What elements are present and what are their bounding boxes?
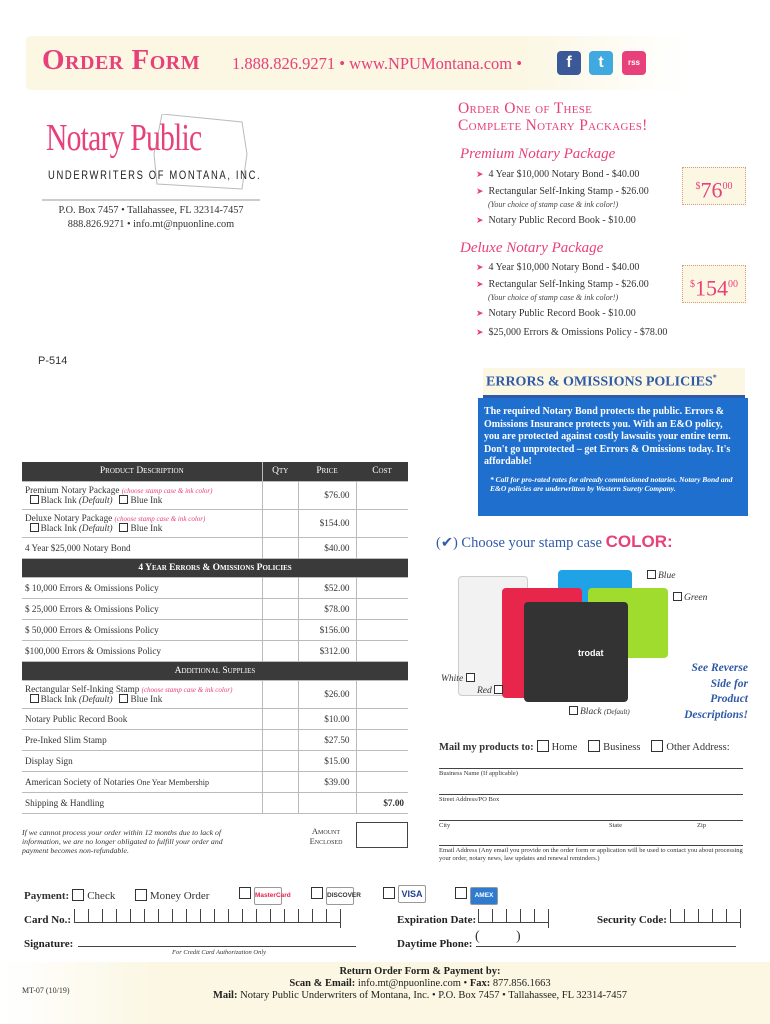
- security-label: Security Code:: [597, 914, 667, 926]
- table-row: 4 Year $25,000 Notary Bond $40.00: [22, 537, 408, 558]
- card-no-label: Card No.:: [24, 914, 72, 926]
- form-code: P-514: [38, 355, 68, 367]
- footer-code: MT-07 (10/19): [22, 986, 70, 995]
- order-table: [22, 462, 408, 814]
- footer-line3: Mail: Notary Public Underwriters of Montana, Inc. • P.O. Box 7457 • Tallahassee, FL 32314-7457: [212, 990, 627, 1001]
- phone-paren-open: (: [475, 929, 480, 944]
- table-row: Rectangular Self-Inking Stamp (choose stamp case & ink color) Black Ink (Default) Blue Ink $26.00: [22, 680, 408, 708]
- premium-items: [476, 166, 649, 229]
- table-row: Deluxe Notary Package (choose stamp case & ink color) Black Ink (Default) Blue Ink $154.00: [22, 509, 408, 537]
- packages-heading: [458, 100, 648, 134]
- amount-enclosed-input[interactable]: [356, 822, 408, 848]
- eo-body: The required Notary Bond protects the public. Errors & Omissions Insurance protects you. With an E&O policy, you are protected against costly lawsuits your entire term. Don't go unprotected – get Errors & Omissions today. It's affordable!: [484, 406, 731, 467]
- deluxe-item: ➤ 4 Year $10,000 Notary Bond - $40.00: [476, 262, 640, 273]
- footer-text: [120, 966, 720, 1002]
- deluxe-items: [476, 259, 667, 341]
- table-row: $ 10,000 Errors & Omissions Policy $52.00: [22, 577, 408, 598]
- facebook-icon[interactable]: f: [557, 51, 581, 75]
- col-cost: Cost: [356, 462, 408, 481]
- page-title: Order Form: [42, 44, 201, 76]
- signature-note: For Credit Card Authorization Only: [172, 949, 267, 956]
- business-name-label: Business Name (If applicable): [439, 770, 518, 777]
- business-name-input[interactable]: [439, 768, 743, 769]
- table-row: $ 25,000 Errors & Omissions Policy $78.00: [22, 598, 408, 619]
- see-reverse: See Reverse Side for Product Descriptions!: [684, 662, 748, 721]
- premium-note: (Your choice of stamp case & ink color!): [488, 200, 619, 209]
- city-state-zip-input[interactable]: [439, 820, 743, 821]
- blue-ink-checkbox[interactable]: [119, 694, 128, 703]
- company-logo: [42, 114, 262, 210]
- street-input[interactable]: [439, 794, 743, 795]
- logo-subtitle: UNDERWRITERS OF MONTANA, INC.: [48, 170, 262, 182]
- city-label: City: [439, 822, 451, 829]
- mastercard-checkbox[interactable]: [239, 887, 251, 899]
- check-checkbox[interactable]: [72, 889, 84, 901]
- black-ink-checkbox[interactable]: [30, 523, 39, 532]
- table-row: Premium Notary Package (choose stamp case & ink color) Black Ink (Default) Blue Ink $76.00: [22, 481, 408, 509]
- rss-icon[interactable]: rss: [622, 51, 646, 75]
- color-red[interactable]: Red: [477, 685, 505, 696]
- premium-item: ➤ Notary Public Record Book - $10.00: [476, 215, 636, 226]
- packages-heading-line2: Complete Notary Packages!: [458, 117, 648, 134]
- visa-icon: VISA: [398, 885, 426, 903]
- zip-label: Zip: [697, 822, 707, 829]
- col-qty: Qty: [262, 462, 298, 481]
- visa-checkbox[interactable]: [383, 887, 395, 899]
- table-row: $ 50,000 Errors & Omissions Policy $156.00: [22, 619, 408, 640]
- daytime-phone-label: Daytime Phone:: [397, 938, 473, 950]
- stamp-image: trodat: [458, 568, 688, 718]
- color-prompt: (✔) Choose your stamp case COLOR:: [436, 532, 673, 551]
- table-row: Notary Public Record Book $10.00: [22, 708, 408, 729]
- discover-icon: DISCOVER: [326, 887, 354, 905]
- premium-title: Premium Notary Package: [460, 146, 616, 162]
- premium-item: ➤ Rectangular Self-Inking Stamp - $26.00: [476, 186, 649, 197]
- mail-options: Mail my products to: Home Business Other Address:: [439, 742, 730, 753]
- black-ink-checkbox[interactable]: [30, 495, 39, 504]
- table-row: American Society of Notaries One Year Membership $39.00: [22, 771, 408, 792]
- expiration-label: Expiration Date:: [397, 914, 477, 926]
- expiration-input[interactable]: [478, 909, 549, 928]
- table-row: Pre-Inked Slim Stamp $27.50: [22, 729, 408, 750]
- amex-icon: AMEX: [470, 887, 498, 905]
- qty-cell[interactable]: [262, 481, 298, 509]
- security-input[interactable]: [670, 909, 741, 928]
- color-green[interactable]: Green: [673, 592, 707, 603]
- table-row: Display Sign $15.00: [22, 750, 408, 771]
- deluxe-price: $^{\$}154^{00}$: [682, 265, 746, 303]
- col-price: Price: [298, 462, 356, 481]
- twitter-icon[interactable]: t: [589, 51, 613, 75]
- mail-business-checkbox[interactable]: [588, 740, 600, 752]
- mail-other-checkbox[interactable]: [651, 740, 663, 752]
- stamp-black: [524, 602, 628, 702]
- address-line: P.O. Box 7457 • Tallahassee, FL 32314-7457: [58, 205, 244, 216]
- footer-line1: Return Order Form & Payment by:: [339, 966, 501, 977]
- street-label: Street Address/PO Box: [439, 796, 500, 803]
- deluxe-note: (Your choice of stamp case & ink color!): [488, 293, 619, 302]
- deluxe-title: Deluxe Notary Package: [460, 240, 604, 256]
- mastercard-icon: MasterCard: [254, 887, 282, 905]
- eo-title: ERRORS & OMISSIONS POLICIES*: [483, 368, 745, 398]
- email-label: Email Address (Any email you provide on the order form or application will be used to contact you about processing your order, notary news, law updates and renewal reminders.): [439, 847, 743, 862]
- payment-row: Payment: Check Money Order: [24, 890, 210, 902]
- color-black[interactable]: Black (Default): [569, 706, 630, 717]
- money-order-checkbox[interactable]: [135, 889, 147, 901]
- contact-line: 888.826.9271 • info.mt@npuonline.com: [67, 218, 235, 230]
- table-row: $100,000 Errors & Omissions Policy $312.00: [22, 640, 408, 661]
- eo-section-header: 4 Year Errors & Omissions Policies: [22, 558, 408, 577]
- col-description: Product Description: [22, 462, 262, 481]
- eo-box: [478, 398, 748, 516]
- deluxe-item: ➤ Notary Public Record Book - $10.00: [476, 308, 636, 319]
- company-address: [42, 204, 260, 231]
- amount-enclosed-label: Amount Enclosed: [309, 826, 343, 846]
- signature-label: Signature:: [24, 938, 74, 950]
- amex-checkbox[interactable]: [455, 887, 467, 899]
- logo-name: Notary Public: [46, 117, 202, 159]
- signature-input[interactable]: [78, 946, 356, 947]
- deluxe-item: ➤ Rectangular Self-Inking Stamp - $26.00: [476, 279, 649, 290]
- color-white[interactable]: White: [441, 673, 477, 684]
- premium-price: $^{\$}76^{00}$: [682, 167, 746, 205]
- table-header: [22, 462, 408, 481]
- phone-paren-close: ): [516, 929, 521, 944]
- premium-item: ➤ 4 Year $10,000 Notary Bond - $40.00: [476, 169, 640, 180]
- footer-line2: Scan & Email: info.mt@npuonline.com • Fax: 877.856.1663: [289, 978, 551, 989]
- color-blue[interactable]: Blue: [647, 570, 675, 581]
- blue-ink-checkbox[interactable]: [119, 495, 128, 504]
- black-ink-checkbox[interactable]: [30, 694, 39, 703]
- daytime-phone-input[interactable]: [476, 946, 736, 947]
- header-contact: 1.888.826.9271 • www.NPUMontana.com •: [232, 54, 523, 73]
- disclaimer: If we cannot process your order within 12 months due to lack of information, we are no longer obligated to fulfill your order and payment becomes non-refundable.: [22, 828, 223, 855]
- supplies-section-header: Additional Supplies: [22, 661, 408, 680]
- mail-home-checkbox[interactable]: [537, 740, 549, 752]
- shipping-row: Shipping & Handling $7.00: [22, 792, 408, 813]
- email-input[interactable]: [439, 845, 743, 846]
- packages-heading-line1: Order One of These: [458, 100, 593, 117]
- color-word: COLOR:: [605, 532, 673, 551]
- blue-ink-checkbox[interactable]: [119, 523, 128, 532]
- card-no-input[interactable]: [74, 909, 341, 928]
- card-options: [236, 884, 498, 905]
- eo-footnote: * Call for pro-rated rates for already commissioned notaries. Notary Bond and E&O policies are underwritten by Western Surety Company.: [490, 474, 733, 493]
- discover-checkbox[interactable]: [311, 887, 323, 899]
- deluxe-item: ➤ $25,000 Errors & Omissions Policy - $78.00: [476, 327, 668, 338]
- state-label: State: [609, 822, 622, 829]
